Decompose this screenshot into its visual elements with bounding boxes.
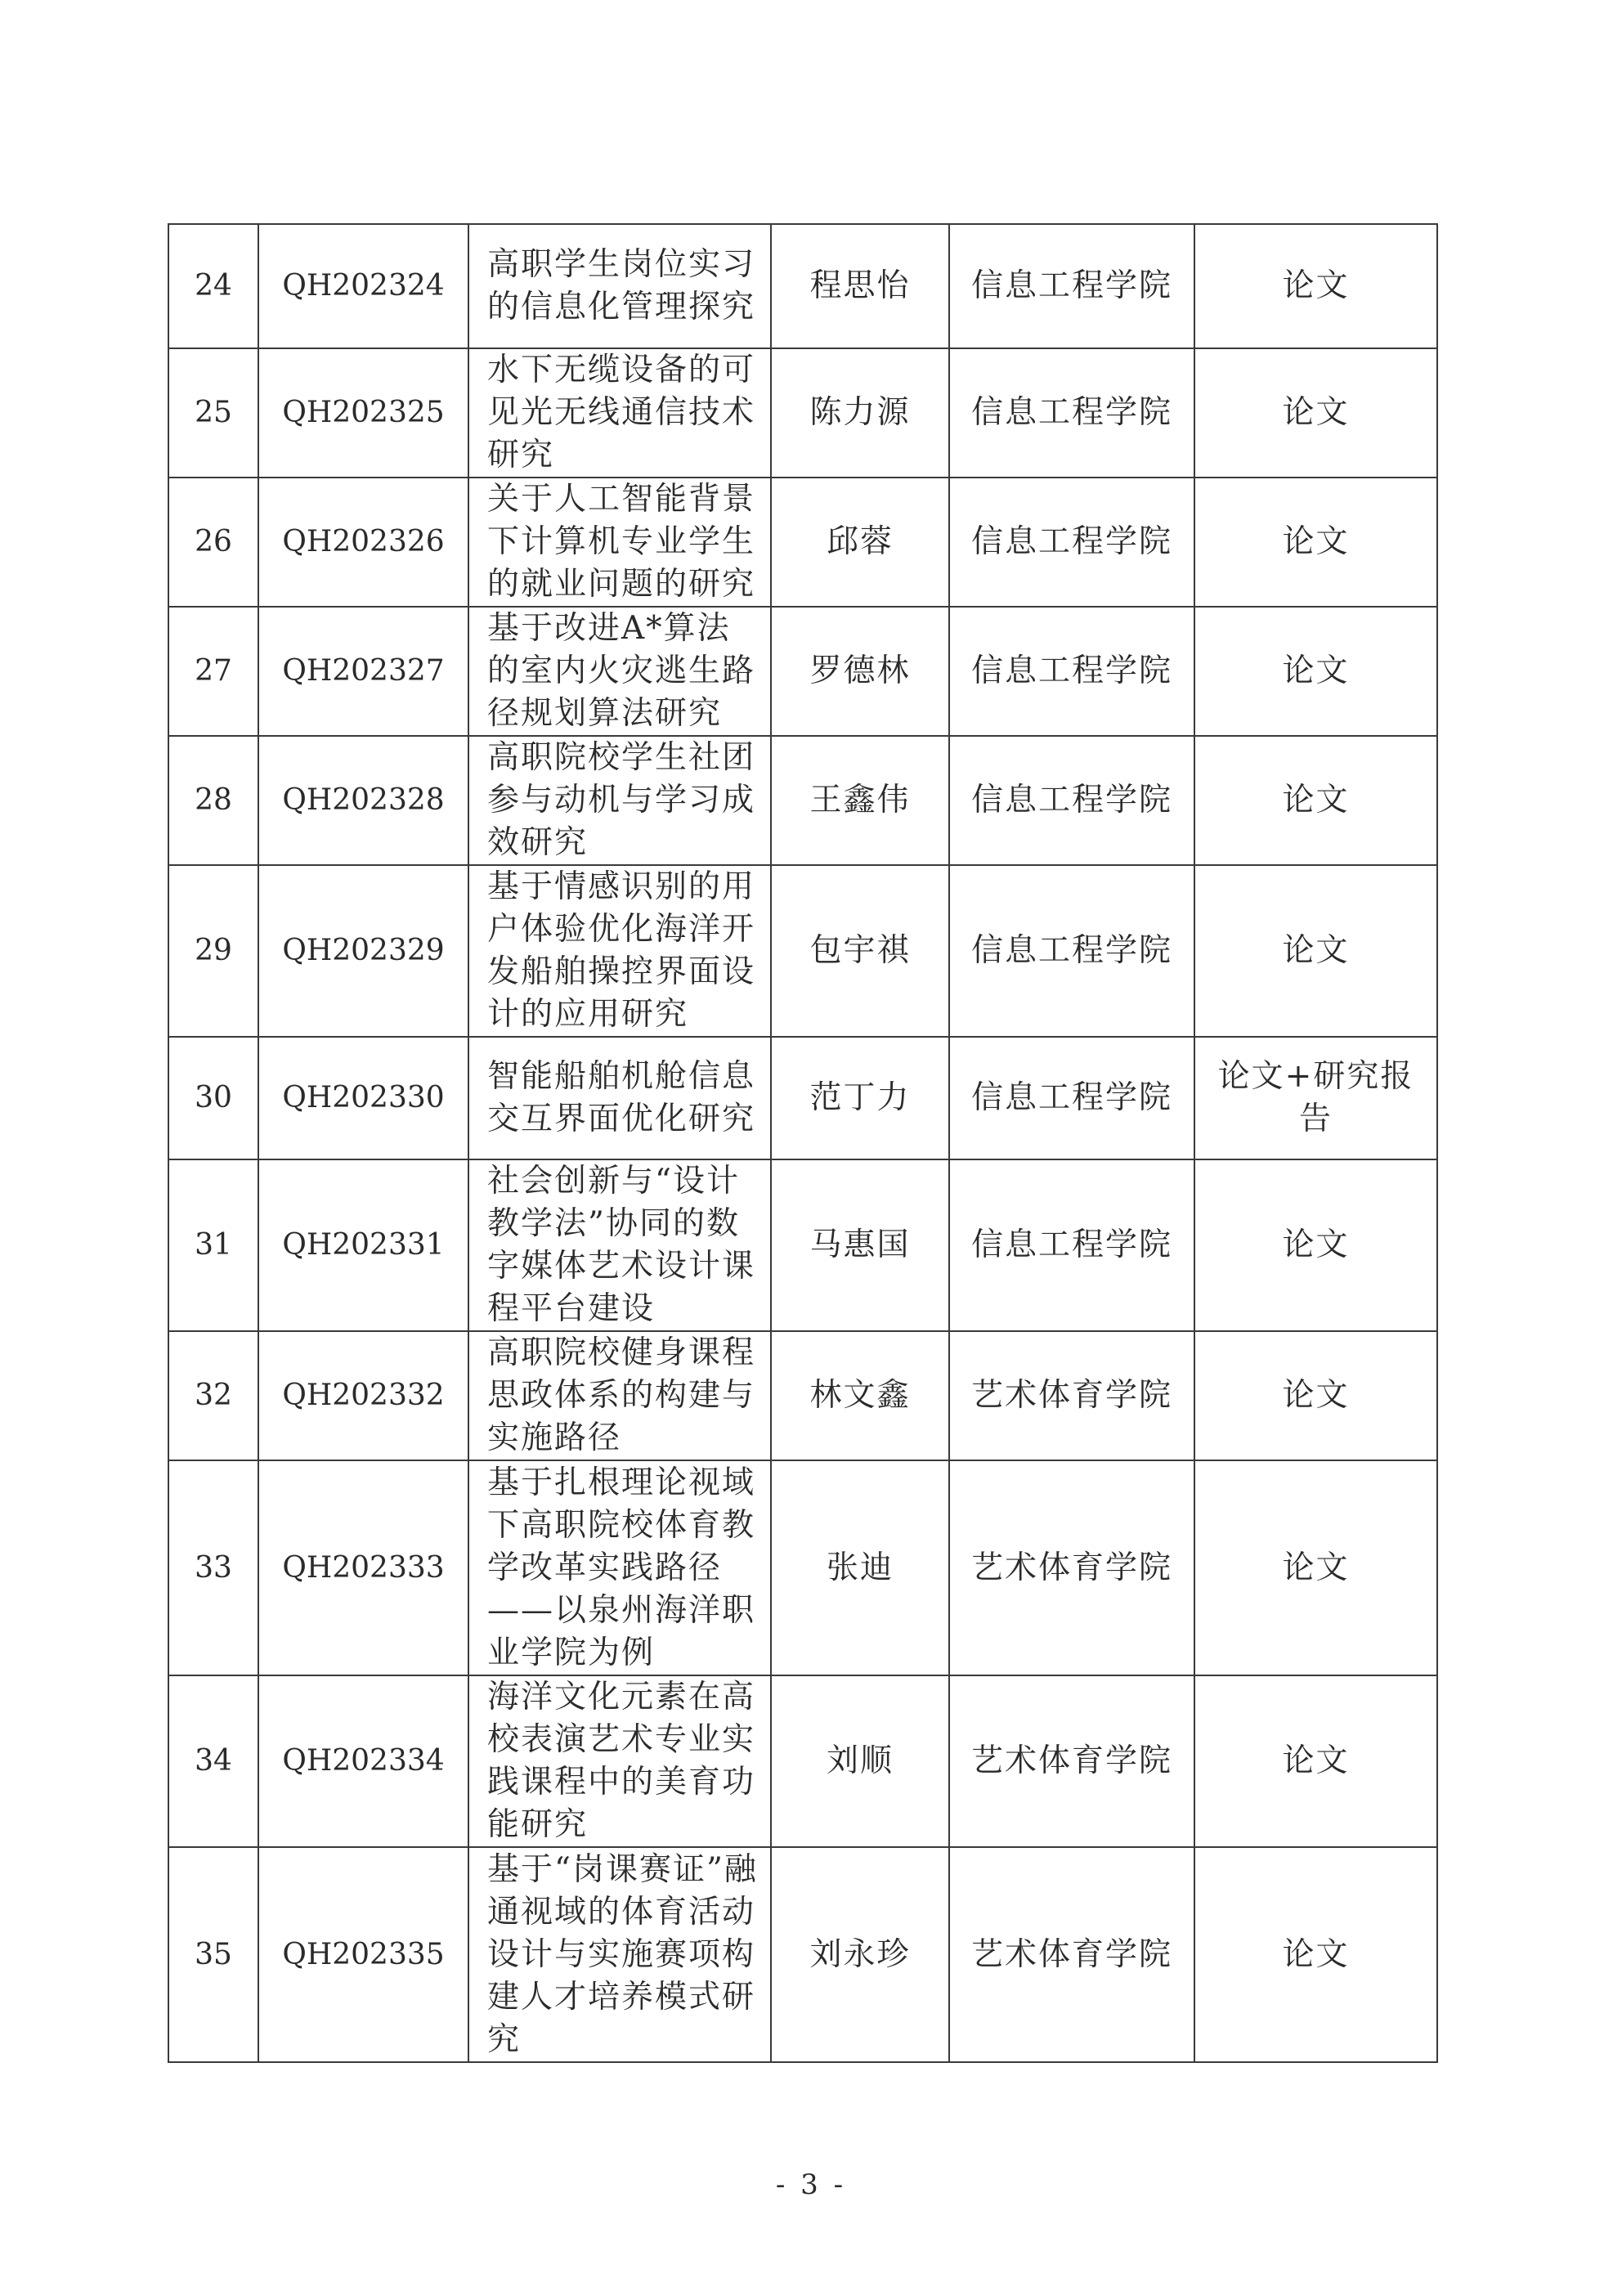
- applicant-name: 刘永珍: [771, 1847, 949, 2062]
- project-title: 高职院校健身课程思政体系的构建与实施路径: [468, 1331, 771, 1460]
- result-type: 论文: [1194, 1847, 1437, 2062]
- table-row: [168, 736, 1437, 865]
- project-title: 社会创新与“设计教学法”协同的数字媒体艺术设计课程平台建设: [468, 1159, 771, 1331]
- row-number: 30: [168, 1037, 258, 1159]
- college-name: 艺术体育学院: [949, 1331, 1194, 1460]
- college-name: 信息工程学院: [949, 1037, 1194, 1159]
- table-row: [168, 865, 1437, 1037]
- row-number: 25: [168, 348, 258, 478]
- result-type: 论文: [1194, 1460, 1437, 1675]
- project-table-body: [168, 224, 1437, 2062]
- college-name: 艺术体育学院: [949, 1847, 1194, 2062]
- college-name: 信息工程学院: [949, 736, 1194, 865]
- project-code: QH202332: [258, 1331, 468, 1460]
- applicant-name: 邱蓉: [771, 478, 949, 607]
- applicant-name: 罗德林: [771, 607, 949, 736]
- project-table: [168, 223, 1438, 2063]
- result-type: 论文: [1194, 1159, 1437, 1331]
- result-type: 论文: [1194, 478, 1437, 607]
- table-row: [168, 1460, 1437, 1675]
- row-number: 27: [168, 607, 258, 736]
- applicant-name: 王鑫伟: [771, 736, 949, 865]
- table-row: [168, 1331, 1437, 1460]
- table-row: [168, 1675, 1437, 1847]
- table-row: [168, 478, 1437, 607]
- project-code: QH202333: [258, 1460, 468, 1675]
- table-row: [168, 348, 1437, 478]
- college-name: 艺术体育学院: [949, 1460, 1194, 1675]
- college-name: 信息工程学院: [949, 478, 1194, 607]
- table-row: [168, 607, 1437, 736]
- result-type: 论文: [1194, 1675, 1437, 1847]
- project-title: 基于“岗课赛证”融通视域的体育活动设计与实施赛项构建人才培养模式研究: [468, 1847, 771, 2062]
- row-number: 33: [168, 1460, 258, 1675]
- result-type: 论文: [1194, 1331, 1437, 1460]
- college-name: 艺术体育学院: [949, 1675, 1194, 1847]
- college-name: 信息工程学院: [949, 607, 1194, 736]
- project-title: 高职学生岗位实习的信息化管理探究: [468, 224, 771, 348]
- project-code: QH202329: [258, 865, 468, 1037]
- row-number: 31: [168, 1159, 258, 1331]
- college-name: 信息工程学院: [949, 1159, 1194, 1331]
- college-name: 信息工程学院: [949, 865, 1194, 1037]
- applicant-name: 张迪: [771, 1460, 949, 1675]
- result-type: 论文: [1194, 607, 1437, 736]
- project-code: QH202324: [258, 224, 468, 348]
- applicant-name: 范丁力: [771, 1037, 949, 1159]
- result-type: 论文: [1194, 224, 1437, 348]
- project-title: 基于情感识别的用户体验优化海洋开发船舶操控界面设计的应用研究: [468, 865, 771, 1037]
- table-row: [168, 1159, 1437, 1331]
- applicant-name: 包宇祺: [771, 865, 949, 1037]
- project-code: QH202327: [258, 607, 468, 736]
- row-number: 28: [168, 736, 258, 865]
- project-title: 水下无缆设备的可见光无线通信技术研究: [468, 348, 771, 478]
- row-number: 29: [168, 865, 258, 1037]
- page-number: - 3 -: [775, 2168, 847, 2201]
- row-number: 35: [168, 1847, 258, 2062]
- applicant-name: 陈力源: [771, 348, 949, 478]
- project-code: QH202331: [258, 1159, 468, 1331]
- table-row: [168, 224, 1437, 348]
- project-code: QH202326: [258, 478, 468, 607]
- table-row: [168, 1037, 1437, 1159]
- project-code: QH202328: [258, 736, 468, 865]
- project-title: 智能船舶机舱信息交互界面优化研究: [468, 1037, 771, 1159]
- project-title: 海洋文化元素在高校表演艺术专业实践课程中的美育功能研究: [468, 1675, 771, 1847]
- applicant-name: 马惠国: [771, 1159, 949, 1331]
- result-type: 论文: [1194, 736, 1437, 865]
- project-title: 高职院校学生社团参与动机与学习成效研究: [468, 736, 771, 865]
- row-number: 24: [168, 224, 258, 348]
- college-name: 信息工程学院: [949, 348, 1194, 478]
- applicant-name: 刘顺: [771, 1675, 949, 1847]
- project-code: QH202330: [258, 1037, 468, 1159]
- result-type: 论文+研究报告: [1194, 1037, 1437, 1159]
- row-number: 34: [168, 1675, 258, 1847]
- project-code: QH202334: [258, 1675, 468, 1847]
- college-name: 信息工程学院: [949, 224, 1194, 348]
- project-title: 基于扎根理论视域下高职院校体育教学改革实践路径——以泉州海洋职业学院为例: [468, 1460, 771, 1675]
- project-title: 关于人工智能背景下计算机专业学生的就业问题的研究: [468, 478, 771, 607]
- result-type: 论文: [1194, 348, 1437, 478]
- table-row: [168, 1847, 1437, 2062]
- applicant-name: 林文鑫: [771, 1331, 949, 1460]
- row-number: 26: [168, 478, 258, 607]
- applicant-name: 程思怡: [771, 224, 949, 348]
- project-title: 基于改进A*算法的室内火灾逃生路径规划算法研究: [468, 607, 771, 736]
- row-number: 32: [168, 1331, 258, 1460]
- project-code: QH202335: [258, 1847, 468, 2062]
- result-type: 论文: [1194, 865, 1437, 1037]
- project-code: QH202325: [258, 348, 468, 478]
